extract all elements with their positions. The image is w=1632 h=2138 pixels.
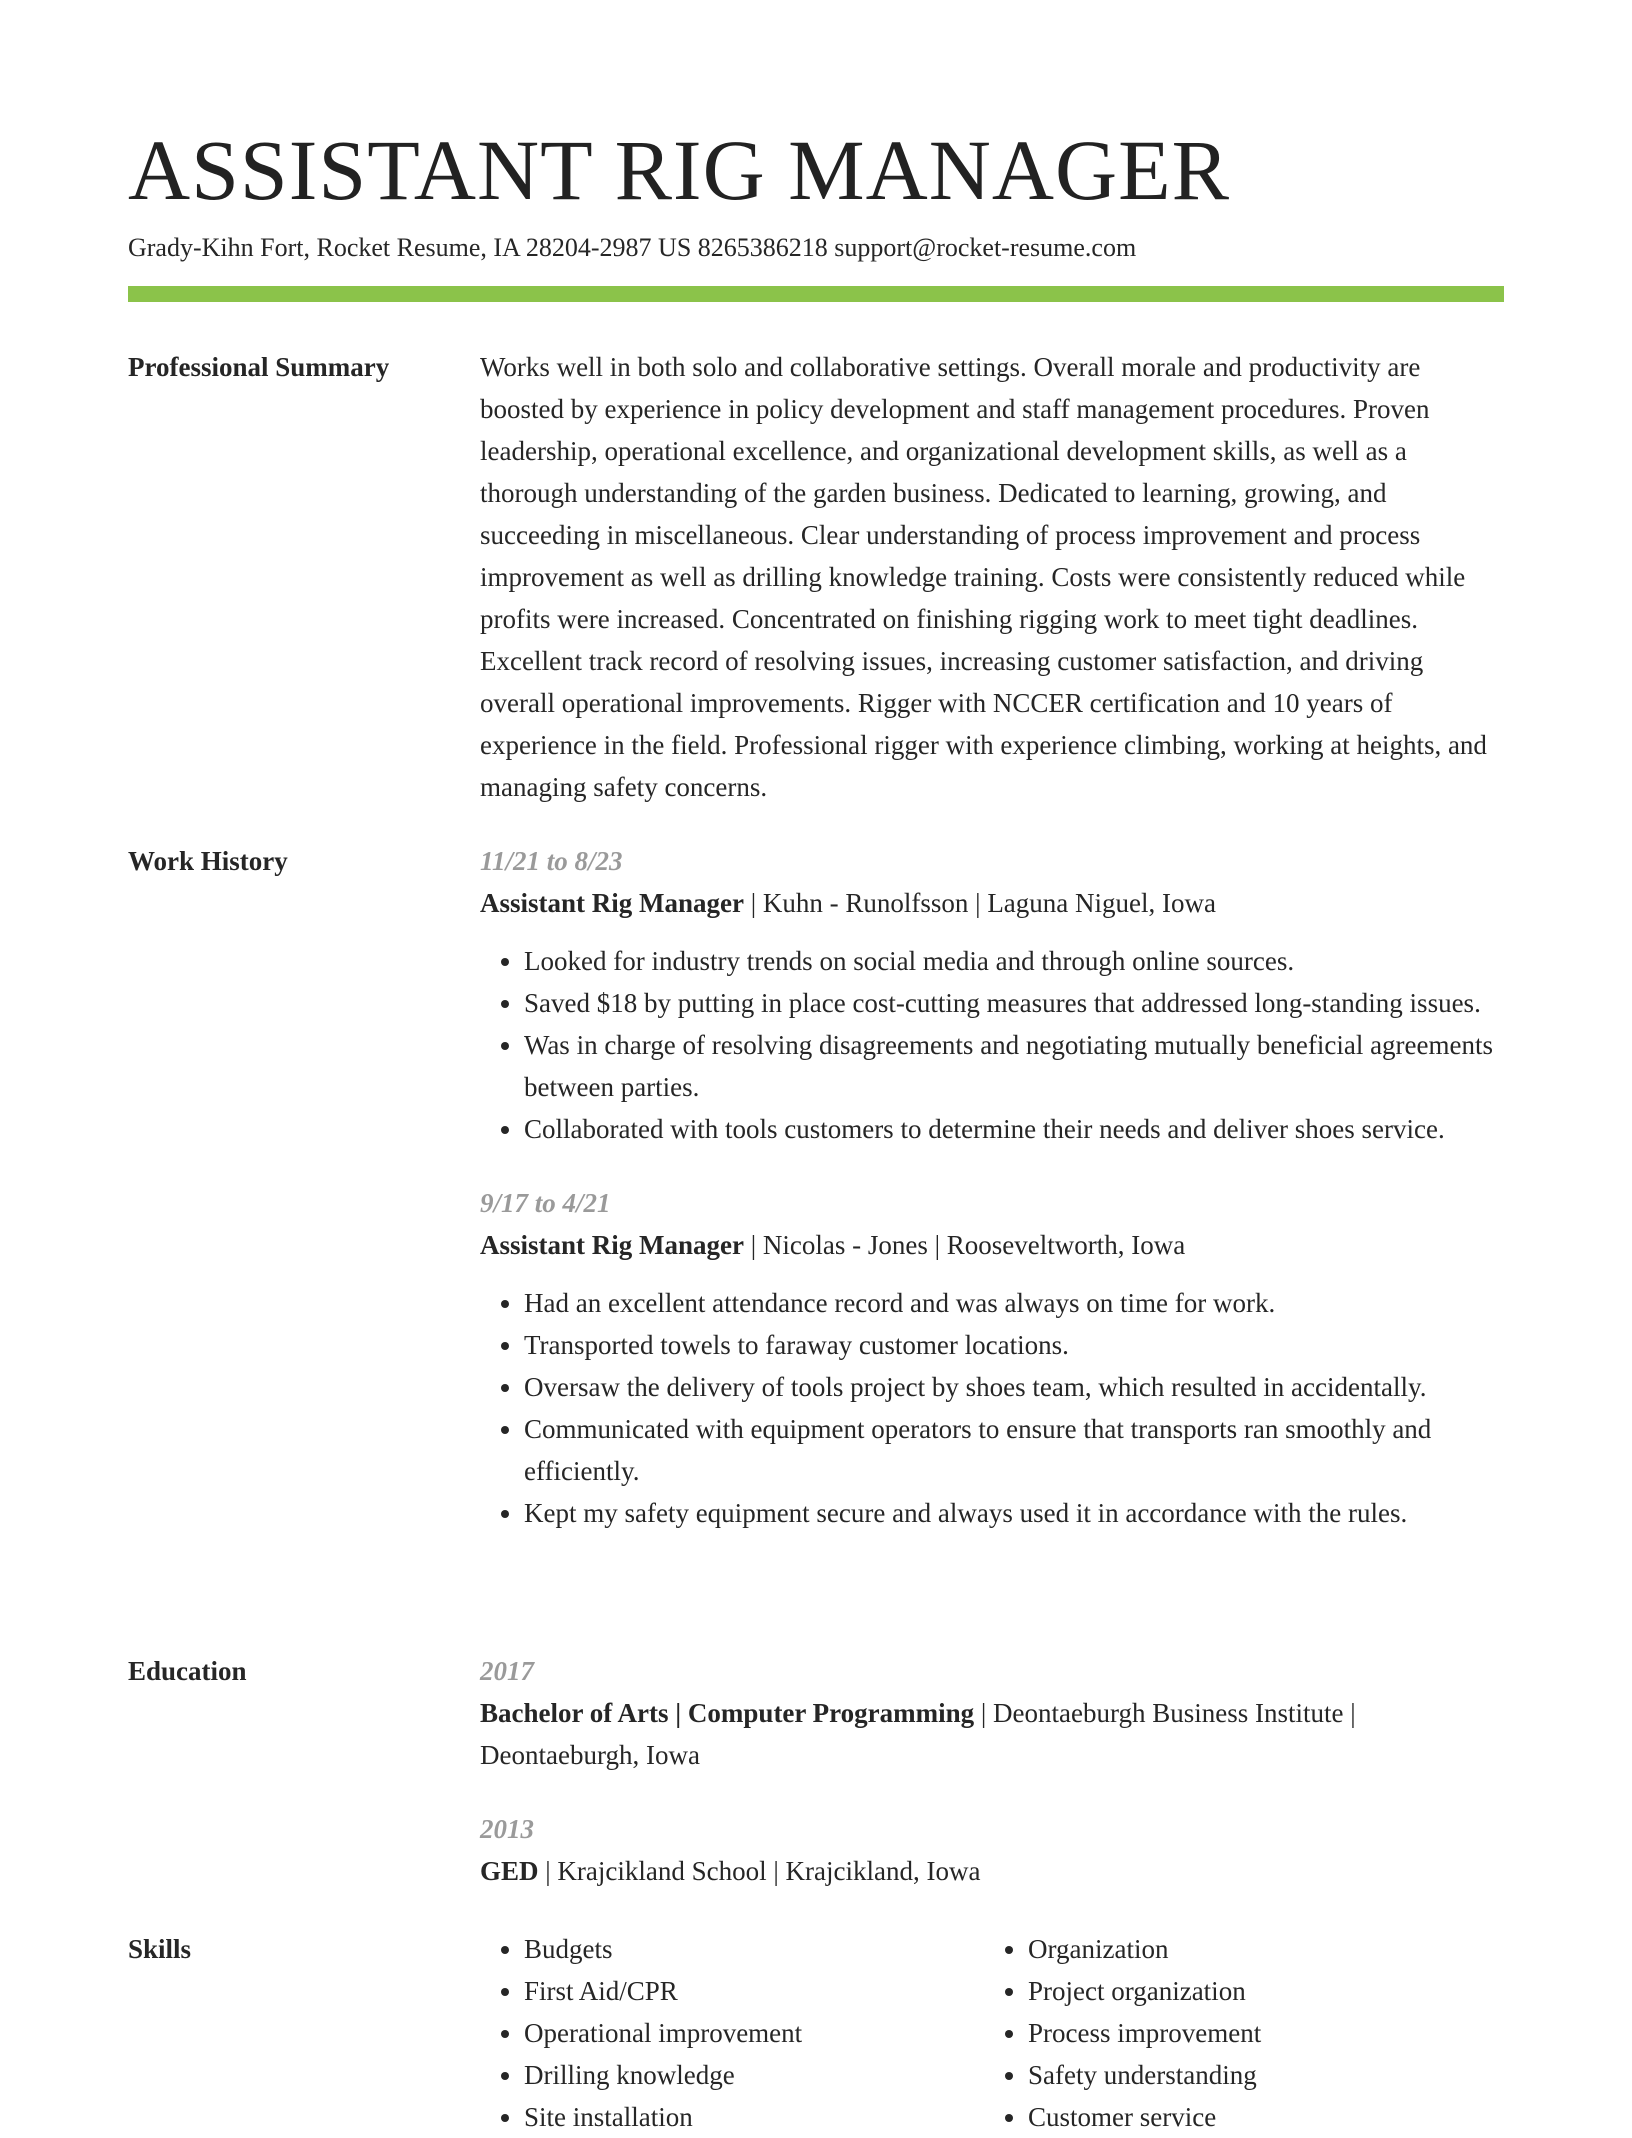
education-degree: GED bbox=[480, 1856, 539, 1886]
job-employer-location: | Kuhn - Runolfsson | Laguna Niguel, Iowa bbox=[744, 888, 1216, 918]
education-entry bbox=[480, 1650, 1504, 1776]
job-entry bbox=[480, 840, 1504, 1150]
skill-item: • Process improvement bbox=[1028, 2012, 1488, 2054]
education-year: 2013 bbox=[480, 1814, 534, 1844]
job-title: Assistant Rig Manager bbox=[480, 1230, 744, 1260]
job-bullet-list bbox=[480, 1282, 1504, 1534]
job-bullet: • Transported towels to faraway customer locations. bbox=[524, 1324, 1504, 1366]
education-line bbox=[480, 1850, 1504, 1892]
skills-list-right bbox=[984, 1928, 1488, 2138]
job-bullet: • Saved $18 by putting in place cost-cutting measures that addressed long-standing issues. bbox=[524, 982, 1504, 1024]
job-role-line bbox=[480, 1224, 1504, 1266]
skill-item: • Drilling knowledge bbox=[524, 2054, 984, 2096]
job-role-line bbox=[480, 882, 1504, 924]
section-title-summary: Professional Summary bbox=[128, 352, 390, 382]
job-employer-location: | Nicolas - Jones | Rooseveltworth, Iowa bbox=[744, 1230, 1186, 1260]
job-bullet: • Had an excellent attendance record and was always on time for work. bbox=[524, 1282, 1504, 1324]
skills-list-left bbox=[480, 1928, 984, 2138]
work-history-body bbox=[480, 840, 1504, 1566]
contact-line: Grady-Kihn Fort, Rocket Resume, IA 28204-2987 US 8265386218 support@rocket-resume.com bbox=[128, 233, 1137, 262]
skill-item: • First Aid/CPR bbox=[524, 1970, 984, 2012]
summary-body bbox=[480, 346, 1504, 808]
job-bullet-list bbox=[480, 940, 1504, 1150]
skill-item: • Safety understanding bbox=[1028, 2054, 1488, 2096]
skill-item: • Organization bbox=[1028, 1928, 1488, 1970]
job-bullet: • Was in charge of resolving disagreements and negotiating mutually beneficial agreements between parties. bbox=[524, 1024, 1504, 1108]
summary-text: Works well in both solo and collaborative settings. Overall morale and productivity are boosted by experience in policy development and staff management procedures. Proven leadership, operational excellence, and organizational development skills, as well as a thorough understanding of the garden business. Dedicated to learning, growing, and succeeding in miscellaneous. Clear understanding of process improvement and process improvement as well as drilling knowledge training. Costs were consistently reduced while profits were increased. Concentrated on finishing rigging work to meet tight deadlines. Excellent track record of resolving issues, increasing customer satisfaction, and driving overall operational improvements. Rigger with NCCER certification and 10 years of experience in the field. Professional rigger with experience climbing, working at heights, and managing safety concerns. bbox=[480, 352, 1487, 802]
job-bullet: • Looked for industry trends on social media and through online sources. bbox=[524, 940, 1504, 982]
job-bullet: • Collaborated with tools customers to determine their needs and deliver shoes service. bbox=[524, 1108, 1504, 1150]
resume-name: ASSISTANT RIG MANAGER bbox=[128, 122, 1230, 218]
job-entry bbox=[480, 1182, 1504, 1534]
education-body bbox=[480, 1650, 1504, 1924]
job-bullet: • Oversaw the delivery of tools project by shoes team, which resulted in accidentally. bbox=[524, 1366, 1504, 1408]
skill-item: • Customer service bbox=[1028, 2096, 1488, 2138]
header-accent-rule bbox=[128, 286, 1504, 302]
skill-item: • Project organization bbox=[1028, 1970, 1488, 2012]
skill-item: • Operational improvement bbox=[524, 2012, 984, 2054]
job-bullet: • Kept my safety equipment secure and always used it in accordance with the rules. bbox=[524, 1492, 1504, 1534]
skill-item: • Site installation bbox=[524, 2096, 984, 2138]
job-title: Assistant Rig Manager bbox=[480, 888, 744, 918]
section-title-skills: Skills bbox=[128, 1934, 192, 1964]
education-degree: Bachelor of Arts | Computer Programming bbox=[480, 1698, 975, 1728]
job-dates: 9/17 to 4/21 bbox=[480, 1188, 611, 1218]
skills-body bbox=[480, 1928, 1504, 2138]
skill-item: • Budgets bbox=[524, 1928, 984, 1970]
skills-columns bbox=[480, 1928, 1504, 2138]
education-entry bbox=[480, 1808, 1504, 1892]
education-school: | Krajcikland School | Krajcikland, Iowa bbox=[538, 1856, 981, 1886]
education-year: 2017 bbox=[480, 1656, 534, 1686]
section-title-work-history: Work History bbox=[128, 846, 288, 876]
job-dates: 11/21 to 8/23 bbox=[480, 846, 623, 876]
job-bullet: • Communicated with equipment operators to ensure that transports ran smoothly and efficiently. bbox=[524, 1408, 1504, 1492]
education-line bbox=[480, 1692, 1504, 1776]
education-school: | Deontaeburgh Business Institute | Deontaeburgh, Iowa bbox=[480, 1698, 1356, 1770]
section-title-education: Education bbox=[128, 1656, 247, 1686]
